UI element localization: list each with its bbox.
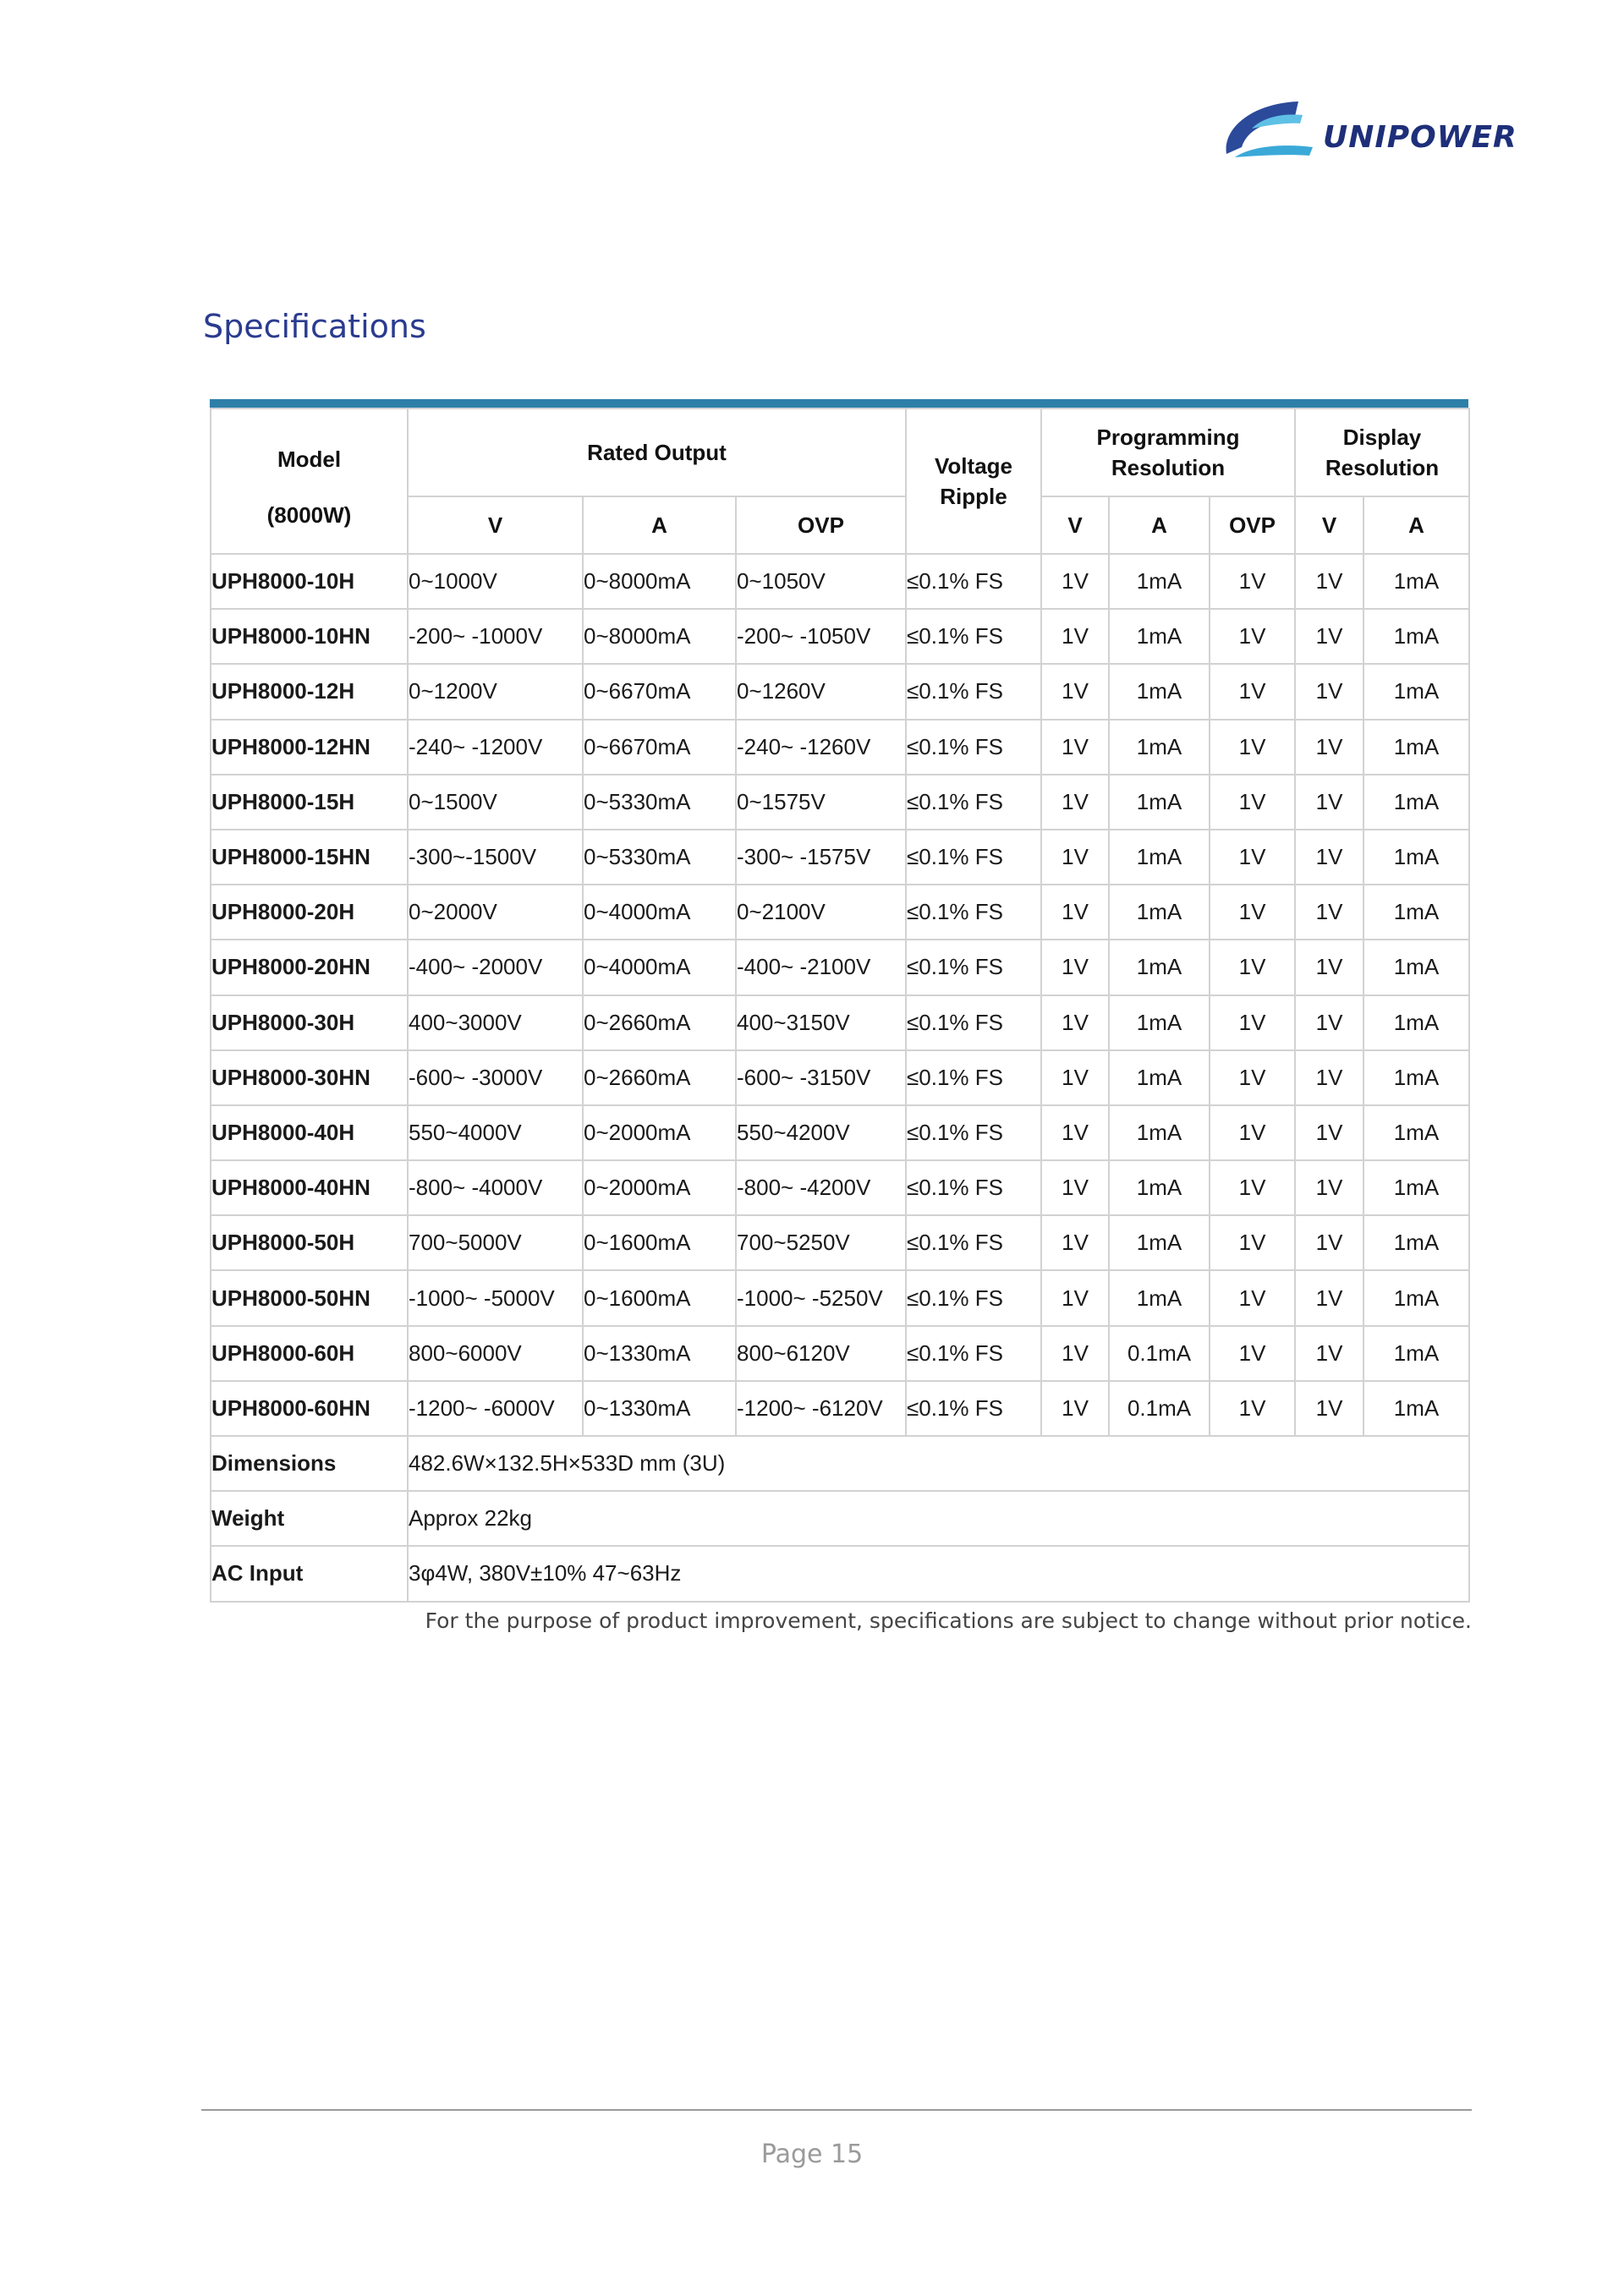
- cell-display-v: 1V: [1295, 830, 1363, 885]
- cell-prog-v: 1V: [1041, 940, 1109, 995]
- cell-display-a: 1mA: [1363, 1270, 1469, 1325]
- cell-display-a: 1mA: [1363, 1050, 1469, 1105]
- table-row: [211, 1160, 1469, 1215]
- header-voltage-ripple: Voltage Ripple: [906, 408, 1041, 554]
- cell-prog-a: 1mA: [1109, 830, 1210, 885]
- cell-voltage-ripple: ≤0.1% FS: [906, 995, 1041, 1050]
- cell-voltage-ripple: ≤0.1% FS: [906, 1050, 1041, 1105]
- cell-output-ovp: 800~6120V: [736, 1326, 906, 1381]
- extra-label: Weight: [211, 1491, 408, 1546]
- cell-model: UPH8000-60HN: [211, 1381, 408, 1436]
- cell-output-ovp: -800~ -4200V: [736, 1160, 906, 1215]
- table-row: [211, 1326, 1469, 1381]
- cell-prog-a: 0.1mA: [1109, 1326, 1210, 1381]
- header-prog-a: A: [1109, 496, 1210, 554]
- table-row: [211, 1381, 1469, 1436]
- cell-output-ovp: -240~ -1260V: [736, 720, 906, 775]
- extra-value: 3φ4W, 380V±10% 47~63Hz: [408, 1546, 1469, 1601]
- cell-output-v: 700~5000V: [408, 1215, 583, 1270]
- header-rated-output: Rated Output: [408, 408, 906, 496]
- cell-model: UPH8000-15H: [211, 775, 408, 830]
- cell-output-a: 0~5330mA: [583, 830, 736, 885]
- cell-prog-ovp: 1V: [1210, 1215, 1295, 1270]
- cell-output-v: 400~3000V: [408, 995, 583, 1050]
- cell-prog-a: 1mA: [1109, 885, 1210, 940]
- cell-prog-v: 1V: [1041, 995, 1109, 1050]
- cell-output-v: -1200~ -6000V: [408, 1381, 583, 1436]
- cell-output-v: 800~6000V: [408, 1326, 583, 1381]
- cell-output-a: 0~6670mA: [583, 720, 736, 775]
- cell-display-a: 1mA: [1363, 1105, 1469, 1160]
- cell-voltage-ripple: ≤0.1% FS: [906, 1215, 1041, 1270]
- cell-display-v: 1V: [1295, 1326, 1363, 1381]
- cell-prog-ovp: 1V: [1210, 1381, 1295, 1436]
- cell-prog-ovp: 1V: [1210, 1326, 1295, 1381]
- cell-output-ovp: -600~ -3150V: [736, 1050, 906, 1105]
- cell-output-ovp: 0~1575V: [736, 775, 906, 830]
- cell-prog-v: 1V: [1041, 664, 1109, 719]
- header-model-sub: (8000W): [266, 502, 352, 528]
- cell-model: UPH8000-50HN: [211, 1270, 408, 1325]
- cell-output-v: -1000~ -5000V: [408, 1270, 583, 1325]
- cell-display-a: 1mA: [1363, 1215, 1469, 1270]
- header-output-a: A: [583, 496, 736, 554]
- header-output-v: V: [408, 496, 583, 554]
- cell-prog-a: 1mA: [1109, 1270, 1210, 1325]
- cell-model: UPH8000-30HN: [211, 1050, 408, 1105]
- cell-output-a: 0~4000mA: [583, 940, 736, 995]
- table-row: [211, 609, 1469, 664]
- cell-output-v: 0~1200V: [408, 664, 583, 719]
- cell-prog-a: 0.1mA: [1109, 1381, 1210, 1436]
- cell-output-a: 0~8000mA: [583, 554, 736, 609]
- cell-prog-ovp: 1V: [1210, 830, 1295, 885]
- cell-output-a: 0~2660mA: [583, 995, 736, 1050]
- cell-prog-v: 1V: [1041, 609, 1109, 664]
- cell-prog-ovp: 1V: [1210, 1270, 1295, 1325]
- cell-output-v: 0~1000V: [408, 554, 583, 609]
- cell-output-v: -240~ -1200V: [408, 720, 583, 775]
- extra-value: Approx 22kg: [408, 1491, 1469, 1546]
- table-row: [211, 554, 1469, 609]
- cell-model: UPH8000-40HN: [211, 1160, 408, 1215]
- table-row: [211, 775, 1469, 830]
- cell-model: UPH8000-60H: [211, 1326, 408, 1381]
- cell-prog-ovp: 1V: [1210, 995, 1295, 1050]
- cell-prog-v: 1V: [1041, 1050, 1109, 1105]
- cell-prog-v: 1V: [1041, 554, 1109, 609]
- header-output-ovp: OVP: [736, 496, 906, 554]
- cell-display-v: 1V: [1295, 940, 1363, 995]
- unipower-logo: [1218, 95, 1517, 167]
- cell-output-ovp: 550~4200V: [736, 1105, 906, 1160]
- cell-prog-a: 1mA: [1109, 1050, 1210, 1105]
- page-number: Page 15: [760, 2140, 864, 2169]
- cell-display-a: 1mA: [1363, 554, 1469, 609]
- cell-prog-v: 1V: [1041, 1381, 1109, 1436]
- logo-wordmark: UNIPOWER: [1323, 120, 1517, 155]
- cell-voltage-ripple: ≤0.1% FS: [906, 830, 1041, 885]
- cell-prog-a: 1mA: [1109, 609, 1210, 664]
- table-row: [211, 940, 1469, 995]
- cell-model: UPH8000-15HN: [211, 830, 408, 885]
- cell-prog-v: 1V: [1041, 720, 1109, 775]
- cell-output-a: 0~1330mA: [583, 1381, 736, 1436]
- cell-display-a: 1mA: [1363, 1160, 1469, 1215]
- cell-display-a: 1mA: [1363, 1326, 1469, 1381]
- cell-output-a: 0~8000mA: [583, 609, 736, 664]
- table-row-extra: [211, 1546, 1469, 1601]
- cell-output-a: 0~5330mA: [583, 775, 736, 830]
- cell-model: UPH8000-10HN: [211, 609, 408, 664]
- cell-display-v: 1V: [1295, 995, 1363, 1050]
- cell-prog-a: 1mA: [1109, 775, 1210, 830]
- table-row: [211, 885, 1469, 940]
- extra-label: AC Input: [211, 1546, 408, 1601]
- extra-label: Dimensions: [211, 1436, 408, 1491]
- table-row: [211, 664, 1469, 719]
- cell-output-v: 550~4000V: [408, 1105, 583, 1160]
- cell-prog-a: 1mA: [1109, 995, 1210, 1050]
- specifications-table-container: [210, 399, 1468, 1603]
- cell-display-a: 1mA: [1363, 940, 1469, 995]
- cell-display-v: 1V: [1295, 1160, 1363, 1215]
- cell-output-ovp: -1200~ -6120V: [736, 1381, 906, 1436]
- table-row: [211, 995, 1469, 1050]
- cell-prog-ovp: 1V: [1210, 664, 1295, 719]
- cell-output-ovp: 700~5250V: [736, 1215, 906, 1270]
- cell-output-ovp: -200~ -1050V: [736, 609, 906, 664]
- cell-prog-ovp: 1V: [1210, 609, 1295, 664]
- cell-output-ovp: -400~ -2100V: [736, 940, 906, 995]
- logo-swoosh-icon: [1218, 95, 1328, 167]
- cell-output-a: 0~1600mA: [583, 1215, 736, 1270]
- cell-voltage-ripple: ≤0.1% FS: [906, 1270, 1041, 1325]
- cell-display-v: 1V: [1295, 1215, 1363, 1270]
- header-prog-v: V: [1041, 496, 1109, 554]
- cell-output-ovp: -1000~ -5250V: [736, 1270, 906, 1325]
- cell-prog-v: 1V: [1041, 885, 1109, 940]
- extra-value: 482.6W×132.5H×533D mm (3U): [408, 1436, 1469, 1491]
- footer-divider: [201, 2109, 1472, 2111]
- cell-output-a: 0~1600mA: [583, 1270, 736, 1325]
- cell-output-v: -600~ -3000V: [408, 1050, 583, 1105]
- cell-prog-v: 1V: [1041, 1326, 1109, 1381]
- header-display-a: A: [1363, 496, 1469, 554]
- cell-prog-v: 1V: [1041, 775, 1109, 830]
- cell-prog-v: 1V: [1041, 830, 1109, 885]
- cell-output-v: -200~ -1000V: [408, 609, 583, 664]
- cell-display-a: 1mA: [1363, 885, 1469, 940]
- cell-prog-ovp: 1V: [1210, 1105, 1295, 1160]
- cell-voltage-ripple: ≤0.1% FS: [906, 1326, 1041, 1381]
- cell-output-a: 0~2660mA: [583, 1050, 736, 1105]
- table-row: [211, 720, 1469, 775]
- cell-model: UPH8000-12H: [211, 664, 408, 719]
- disclaimer-note: For the purpose of product improvement, specifications are subject to change without prior notice.: [425, 1608, 1472, 1633]
- header-prog-ovp: OVP: [1210, 496, 1295, 554]
- cell-voltage-ripple: ≤0.1% FS: [906, 664, 1041, 719]
- cell-prog-v: 1V: [1041, 1160, 1109, 1215]
- cell-prog-ovp: 1V: [1210, 940, 1295, 995]
- cell-output-a: 0~4000mA: [583, 885, 736, 940]
- cell-output-v: -800~ -4000V: [408, 1160, 583, 1215]
- cell-display-v: 1V: [1295, 664, 1363, 719]
- cell-display-v: 1V: [1295, 1270, 1363, 1325]
- cell-display-v: 1V: [1295, 720, 1363, 775]
- cell-display-v: 1V: [1295, 1381, 1363, 1436]
- cell-prog-a: 1mA: [1109, 664, 1210, 719]
- table-top-accent-bar: [210, 399, 1468, 408]
- page-title: Specifications: [203, 308, 426, 345]
- table-row: [211, 1105, 1469, 1160]
- cell-voltage-ripple: ≤0.1% FS: [906, 1381, 1041, 1436]
- cell-voltage-ripple: ≤0.1% FS: [906, 940, 1041, 995]
- cell-display-v: 1V: [1295, 885, 1363, 940]
- cell-output-v: 0~1500V: [408, 775, 583, 830]
- table-row: [211, 1215, 1469, 1270]
- cell-display-a: 1mA: [1363, 830, 1469, 885]
- cell-output-ovp: -300~ -1575V: [736, 830, 906, 885]
- cell-display-v: 1V: [1295, 609, 1363, 664]
- cell-model: UPH8000-30H: [211, 995, 408, 1050]
- cell-prog-a: 1mA: [1109, 940, 1210, 995]
- cell-voltage-ripple: ≤0.1% FS: [906, 775, 1041, 830]
- cell-model: UPH8000-20HN: [211, 940, 408, 995]
- cell-prog-a: 1mA: [1109, 1105, 1210, 1160]
- cell-display-v: 1V: [1295, 775, 1363, 830]
- cell-prog-v: 1V: [1041, 1105, 1109, 1160]
- cell-voltage-ripple: ≤0.1% FS: [906, 609, 1041, 664]
- cell-output-ovp: 0~1260V: [736, 664, 906, 719]
- header-model: [211, 408, 408, 554]
- cell-output-a: 0~6670mA: [583, 664, 736, 719]
- cell-prog-a: 1mA: [1109, 1215, 1210, 1270]
- cell-model: UPH8000-10H: [211, 554, 408, 609]
- cell-prog-ovp: 1V: [1210, 720, 1295, 775]
- cell-prog-v: 1V: [1041, 1215, 1109, 1270]
- cell-output-ovp: 400~3150V: [736, 995, 906, 1050]
- cell-voltage-ripple: ≤0.1% FS: [906, 1105, 1041, 1160]
- cell-model: UPH8000-40H: [211, 1105, 408, 1160]
- cell-output-v: -400~ -2000V: [408, 940, 583, 995]
- cell-display-a: 1mA: [1363, 995, 1469, 1050]
- cell-output-ovp: 0~2100V: [736, 885, 906, 940]
- cell-display-a: 1mA: [1363, 609, 1469, 664]
- cell-display-a: 1mA: [1363, 775, 1469, 830]
- cell-prog-ovp: 1V: [1210, 775, 1295, 830]
- cell-prog-ovp: 1V: [1210, 1050, 1295, 1105]
- cell-output-a: 0~1330mA: [583, 1326, 736, 1381]
- table-row-extra: [211, 1491, 1469, 1546]
- cell-display-a: 1mA: [1363, 1381, 1469, 1436]
- cell-output-a: 0~2000mA: [583, 1105, 736, 1160]
- table-row: [211, 1050, 1469, 1105]
- header-model-label: Model: [277, 447, 342, 472]
- cell-display-v: 1V: [1295, 1050, 1363, 1105]
- cell-model: UPH8000-20H: [211, 885, 408, 940]
- cell-prog-ovp: 1V: [1210, 1160, 1295, 1215]
- header-display-resolution: Display Resolution: [1295, 408, 1469, 496]
- cell-display-v: 1V: [1295, 1105, 1363, 1160]
- cell-output-a: 0~2000mA: [583, 1160, 736, 1215]
- cell-display-a: 1mA: [1363, 664, 1469, 719]
- cell-output-ovp: 0~1050V: [736, 554, 906, 609]
- cell-display-v: 1V: [1295, 554, 1363, 609]
- cell-prog-ovp: 1V: [1210, 554, 1295, 609]
- cell-voltage-ripple: ≤0.1% FS: [906, 720, 1041, 775]
- header-programming-resolution: Programming Resolution: [1041, 408, 1295, 496]
- cell-prog-ovp: 1V: [1210, 885, 1295, 940]
- cell-prog-a: 1mA: [1109, 1160, 1210, 1215]
- cell-voltage-ripple: ≤0.1% FS: [906, 554, 1041, 609]
- table-row: [211, 830, 1469, 885]
- cell-prog-a: 1mA: [1109, 720, 1210, 775]
- cell-output-v: -300~-1500V: [408, 830, 583, 885]
- table-row-extra: [211, 1436, 1469, 1491]
- header-display-v: V: [1295, 496, 1363, 554]
- cell-prog-a: 1mA: [1109, 554, 1210, 609]
- cell-prog-v: 1V: [1041, 1270, 1109, 1325]
- specifications-table: [210, 408, 1470, 1603]
- cell-voltage-ripple: ≤0.1% FS: [906, 1160, 1041, 1215]
- cell-model: UPH8000-12HN: [211, 720, 408, 775]
- cell-voltage-ripple: ≤0.1% FS: [906, 885, 1041, 940]
- table-row: [211, 1270, 1469, 1325]
- cell-display-a: 1mA: [1363, 720, 1469, 775]
- cell-output-v: 0~2000V: [408, 885, 583, 940]
- cell-model: UPH8000-50H: [211, 1215, 408, 1270]
